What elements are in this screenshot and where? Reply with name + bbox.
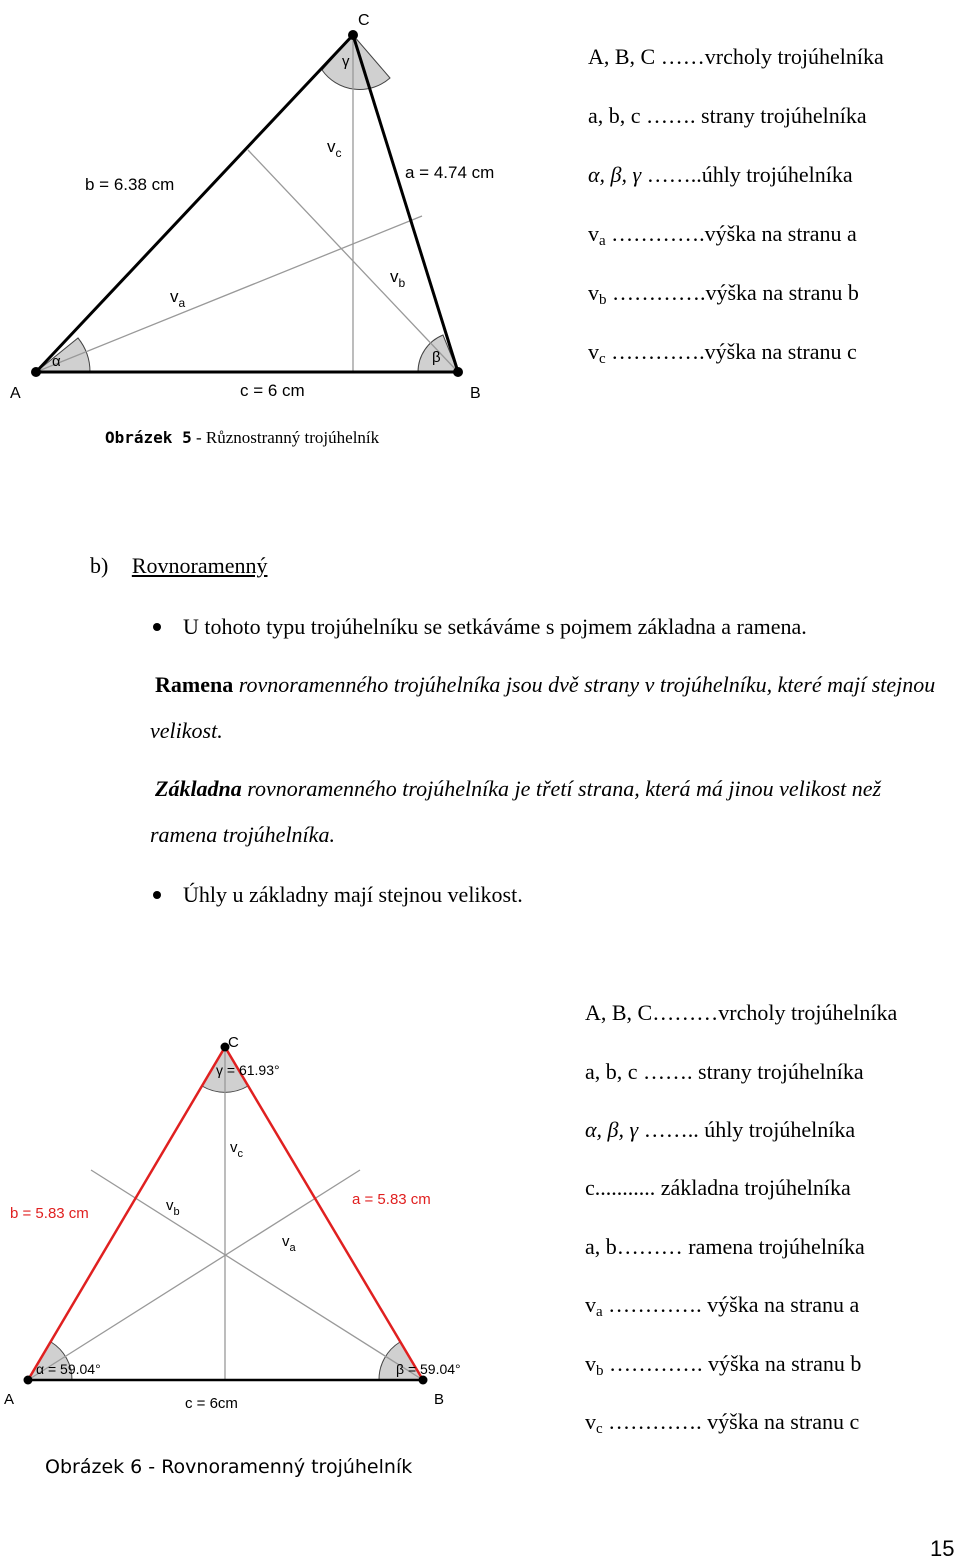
legend2-row: α, β, γ …….. úhly trojúhelníka: [585, 1117, 856, 1142]
bullet-dot-icon: [153, 891, 161, 899]
vertex-a-point: [24, 1376, 33, 1385]
bullet-item: Úhly u základny mají stejnou velikost.: [183, 882, 523, 908]
height-va-line: [36, 216, 422, 372]
figure-scalene-triangle: [0, 0, 520, 410]
height-va-label: $v_a$: [170, 287, 186, 310]
angle-gamma-label: γ: [342, 53, 350, 70]
angle-gamma-label: γ = 61.93°: [216, 1062, 280, 1078]
legend2-row: $v_c$ …………. výška na stranu c: [585, 1409, 860, 1437]
bullet-dot-icon: [153, 623, 161, 631]
side-c-label: c = 6cm: [185, 1395, 238, 1412]
page-number: 15: [930, 1536, 955, 1561]
legend2-row: $v_b$ …………. výška na stranu b: [585, 1351, 862, 1379]
side-a-line: [225, 1047, 423, 1380]
side-b-line: [36, 35, 353, 372]
vertex-a-label: A: [4, 1391, 15, 1408]
height-va-line: [28, 1170, 360, 1380]
angle-beta-label: β: [432, 349, 441, 366]
side-b-label: b = 5.83 cm: [10, 1205, 89, 1222]
legend2-row: c........... základna trojúhelníka: [585, 1175, 851, 1200]
legend2-row: a, b, c ……. strany trojúhelníka: [585, 1059, 864, 1084]
section-title: Rovnoramenný: [131, 553, 268, 578]
figure6-caption-number: Obrázek 6: [45, 1456, 143, 1478]
height-vc-label: $v_c$: [230, 1139, 243, 1160]
angle-beta-label: β = 59.04°: [396, 1361, 461, 1377]
height-vb-label: $v_b$: [390, 267, 406, 290]
height-va-label: $v_a$: [282, 1233, 296, 1254]
figure5-caption: [105, 428, 379, 448]
vertex-c-label: C: [358, 12, 370, 29]
legend1-row: $v_b$ ………….výška na stranu b: [588, 280, 859, 308]
legend1-row: α, β, γ ……..úhly trojúhelníka: [588, 162, 853, 187]
figure-isosceles-triangle: [0, 1020, 520, 1420]
side-a-line: [353, 35, 458, 372]
side-a-label: a = 5.83 cm: [352, 1191, 431, 1208]
height-vc-label: $v_c$: [327, 137, 342, 160]
figure5-caption-number: Obrázek 5: [105, 428, 192, 447]
vertex-b-point: [453, 367, 463, 377]
side-b-label: b = 6.38 cm: [85, 175, 175, 194]
section-heading: [90, 553, 267, 579]
side-a-label: a = 4.74 cm: [405, 163, 495, 182]
angle-alpha-label: α = 59.04°: [36, 1361, 101, 1377]
legend2-row: $v_a$ …………. výška na stranu a: [585, 1292, 860, 1320]
vertex-c-label: C: [228, 1034, 239, 1051]
vertex-a-point: [31, 367, 41, 377]
legend1-row: a, b, c ……. strany trojúhelníka: [588, 103, 867, 128]
height-vb-label: $v_b$: [166, 1197, 180, 1218]
section-label: b): [90, 553, 109, 578]
paragraph-ramena: Ramena rovnoramenného trojúhelníka jsou dvě strany v trojúhelníku, které mají stejnou velikost.: [150, 672, 936, 743]
vertex-c-point: [348, 30, 358, 40]
figure5-caption-text: - Různostranný trojúhelník: [191, 428, 380, 447]
figure6-caption-text: - Rovnoramenný trojúhelník: [142, 1456, 413, 1478]
side-c-label: c = 6 cm: [240, 381, 305, 400]
legend2-row: a, b……… ramena trojúhelníka: [585, 1234, 865, 1259]
bullet-item: U tohoto typu trojúhelníku se setkáváme s pojmem základna a ramena.: [183, 614, 807, 640]
paragraph-zakladna: Základna rovnoramenného trojúhelníka je třetí strana, která má jinou velikost než ramena trojúhelníka.: [150, 776, 882, 847]
vertex-a-label: A: [10, 385, 21, 402]
legend1-row: A, B, C ……vrcholy trojúhelníka: [588, 44, 884, 69]
legend2-row: A, B, C………vrcholy trojúhelníka: [585, 1000, 898, 1025]
legend1-row: $v_c$ ………….výška na stranu c: [588, 339, 857, 367]
vertex-b-label: B: [434, 1391, 445, 1408]
figure6-caption: [45, 1456, 412, 1478]
vertex-b-label: B: [470, 385, 481, 402]
legend1-row: $v_a$ ………….výška na stranu a: [588, 221, 857, 249]
angle-alpha-label: α: [52, 353, 61, 370]
